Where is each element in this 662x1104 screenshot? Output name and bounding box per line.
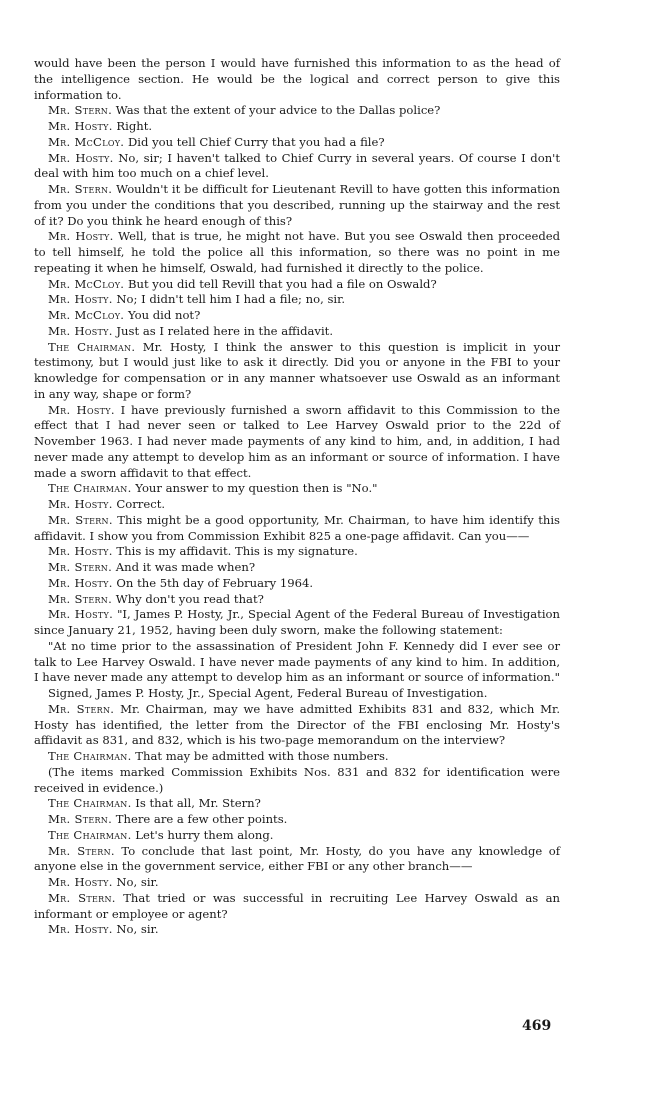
- paragraph-text: That may be admitted with those numbers.: [135, 749, 389, 763]
- speaker-label: Mr. McCloy.: [48, 308, 125, 322]
- transcript-paragraph: [34, 277, 560, 293]
- paragraph-text: Signed, James P. Hosty, Jr., Special Agent, Federal Bureau of Investigation.: [48, 686, 488, 700]
- paragraph-text: That tried or was successful in recruiting Lee Harvey Oswald as an informant or employee or agent?: [34, 890, 560, 921]
- transcript-body: [34, 56, 560, 938]
- speaker-label: Mr. Stern.: [48, 843, 115, 858]
- transcript-paragraph: [34, 828, 560, 844]
- transcript-paragraph: [34, 686, 560, 702]
- speaker-label: Mr. Hosty.: [48, 544, 113, 559]
- speaker-label: The Chairman.: [48, 749, 132, 763]
- speaker-label: Mr. Hosty.: [48, 607, 114, 622]
- speaker-label: Mr. Stern.: [48, 890, 116, 905]
- speaker-label: Mr. Hosty.: [48, 402, 115, 417]
- speaker-label: Mr. Hosty.: [48, 922, 113, 937]
- transcript-paragraph: [34, 639, 560, 686]
- speaker-label: Mr. Stern.: [48, 512, 113, 527]
- speaker-label: Mr. Hosty.: [48, 150, 114, 165]
- speaker-label: The Chairman.: [48, 827, 132, 842]
- paragraph-text: Just as I related here in the affidavit.: [116, 323, 334, 338]
- paragraph-text: Is that all, Mr. Stern?: [135, 796, 261, 811]
- transcript-paragraph: [34, 560, 560, 576]
- speaker-label: Mr. Hosty.: [48, 119, 113, 133]
- transcript-paragraph: [34, 844, 560, 876]
- transcript-paragraph: [34, 308, 560, 324]
- transcript-paragraph: [34, 497, 560, 513]
- transcript-paragraph: [34, 135, 560, 151]
- transcript-paragraph: [34, 592, 560, 608]
- transcript-paragraph: [34, 403, 560, 482]
- paragraph-text: Well, that is true, he might not have. But you see Oswald then proceeded to tell himself, he told the police all this information, so there was no point in me repeating it when he himself, Oswald, had furnished it directly to the police.: [34, 229, 561, 275]
- paragraph-text: And it was made when?: [115, 560, 256, 574]
- transcript-paragraph: [34, 481, 560, 497]
- transcript-paragraph: [34, 765, 560, 797]
- speaker-label: Mr. Hosty.: [48, 497, 113, 511]
- paragraph-text: Why don't you read that?: [115, 591, 264, 606]
- paragraph-text: No, sir.: [116, 875, 159, 889]
- transcript-paragraph: [34, 292, 560, 308]
- speaker-label: Mr. Stern.: [48, 812, 113, 826]
- speaker-label: Mr. Hosty.: [48, 229, 114, 244]
- paragraph-text: (The items marked Commission Exhibits Nos. 831 and 832 for identification were received in evidence.): [34, 764, 560, 795]
- paragraph-text: On the 5th day of February 1964.: [116, 575, 314, 590]
- transcript-paragraph: [34, 56, 560, 103]
- speaker-label: Mr. Stern.: [48, 560, 113, 574]
- transcript-paragraph: [34, 812, 560, 828]
- paragraph-text: To conclude that last point, Mr. Hosty, do you have any knowledge of anyone else in the government service, either FBI or any other branch——: [34, 843, 560, 874]
- speaker-label: Mr. McCloy.: [48, 276, 125, 291]
- speaker-label: Mr. Hosty.: [48, 575, 113, 590]
- paragraph-text: Wouldn't it be difficult for Lieutenant Revill to have gotten this information from you under the conditions that you described, running up the stairway and the rest of it? Do you think he heard enough of this?: [34, 182, 560, 228]
- paragraph-text: There are a few other points.: [115, 812, 288, 826]
- paragraph-text: No; I didn't tell him I had a file; no, sir.: [116, 292, 346, 307]
- paragraph-text: would have been the person I would have furnished this information to as the head of the intelligence section. He would be the logical and correct person to give this information to.: [34, 56, 560, 102]
- paragraph-text: Let's hurry them along.: [135, 827, 274, 842]
- page-number: 469: [522, 1018, 552, 1034]
- speaker-label: Mr. Stern.: [48, 103, 113, 118]
- transcript-paragraph: [34, 702, 560, 749]
- paragraph-text: "At no time prior to the assassination of President John F. Kennedy did I ever see or talk to Lee Harvey Oswald. I have never made payments of any kind to him. In addition, I have never made any attempt to develop him as an informant or source of information.": [34, 638, 560, 685]
- transcript-paragraph: [34, 891, 560, 923]
- paragraph-text: No, sir.: [116, 922, 159, 937]
- paragraph-text: No, sir; I haven't talked to Chief Curry in several years. Of course I don't deal with him too much on a chief level.: [34, 150, 561, 181]
- paragraph-text: I have previously furnished a sworn affidavit to this Commission to the effect that I had never seen or talked to Lee Harvey Oswald prior to the 22d of November 1963. I had never made payments of any kind to him, and, in addition, I had never made any attempt to develop him as an informant or source of information. I have made a sworn affidavit to that effect.: [34, 402, 560, 480]
- speaker-label: Mr. Stern.: [48, 182, 113, 196]
- paragraph-text: Right.: [116, 119, 153, 133]
- speaker-label: The Chairman.: [48, 796, 132, 811]
- speaker-label: The Chairman.: [48, 339, 136, 354]
- transcript-paragraph: [34, 749, 560, 765]
- transcript-paragraph: [34, 324, 560, 340]
- speaker-label: Mr. Stern.: [48, 591, 113, 606]
- paragraph-text: This might be a good opportunity, Mr. Chairman, to have him identify this affidavit. I show you from Commission Exhibit 825 a one-page affidavit. Can you——: [34, 512, 560, 543]
- paragraph-text: This is my affidavit. This is my signature.: [116, 544, 358, 559]
- paragraph-text: Correct.: [116, 497, 166, 511]
- transcript-paragraph: [34, 544, 560, 560]
- transcript-paragraph: [34, 875, 560, 891]
- speaker-label: Mr. Stern.: [48, 701, 115, 716]
- transcript-paragraph: [34, 607, 560, 639]
- transcript-paragraph: [34, 513, 560, 545]
- paragraph-text: You did not?: [127, 308, 201, 322]
- speaker-label: The Chairman.: [48, 481, 132, 496]
- speaker-label: Mr. McCloy.: [48, 134, 125, 149]
- paragraph-text: Your answer to my question then is "No.": [135, 481, 378, 496]
- transcript-paragraph: [34, 151, 560, 183]
- paragraph-text: Did you tell Chief Curry that you had a file?: [127, 134, 385, 149]
- transcript-paragraph: [34, 182, 560, 229]
- paragraph-text: But you did tell Revill that you had a file on Oswald?: [127, 276, 437, 291]
- paragraph-text: "I, James P. Hosty, Jr., Special Agent of the Federal Bureau of Investigation since January 21, 1952, having been duly sworn, make the following statement:: [34, 607, 560, 637]
- paragraph-text: Was that the extent of your advice to the Dallas police?: [115, 103, 441, 118]
- paragraph-text: Mr. Chairman, may we have admitted Exhibits 831 and 832, which Mr. Hosty has identified, the letter from the Director of the FBI enclosing Mr. Hosty's affidavit as 831, and 832, which is his two-page memorandum on the interview?: [34, 701, 561, 748]
- transcript-paragraph: [34, 229, 560, 276]
- transcript-paragraph: [34, 796, 560, 812]
- paragraph-text: Mr. Hosty, I think the answer to this question is implicit in your testimony, but I would just like to ask it directly. Did you or anyone in the FBI to your knowledge for compensation or in any manner whatsoever use Oswald as an informant in any way, shape or form?: [34, 339, 560, 401]
- transcript-paragraph: [34, 922, 560, 938]
- transcript-paragraph: [34, 576, 560, 592]
- transcript-paragraph: [34, 119, 560, 135]
- speaker-label: Mr. Hosty.: [48, 323, 113, 338]
- speaker-label: Mr. Hosty.: [48, 292, 113, 307]
- transcript-paragraph: [34, 340, 560, 403]
- transcript-paragraph: [34, 103, 560, 119]
- speaker-label: Mr. Hosty.: [48, 875, 113, 889]
